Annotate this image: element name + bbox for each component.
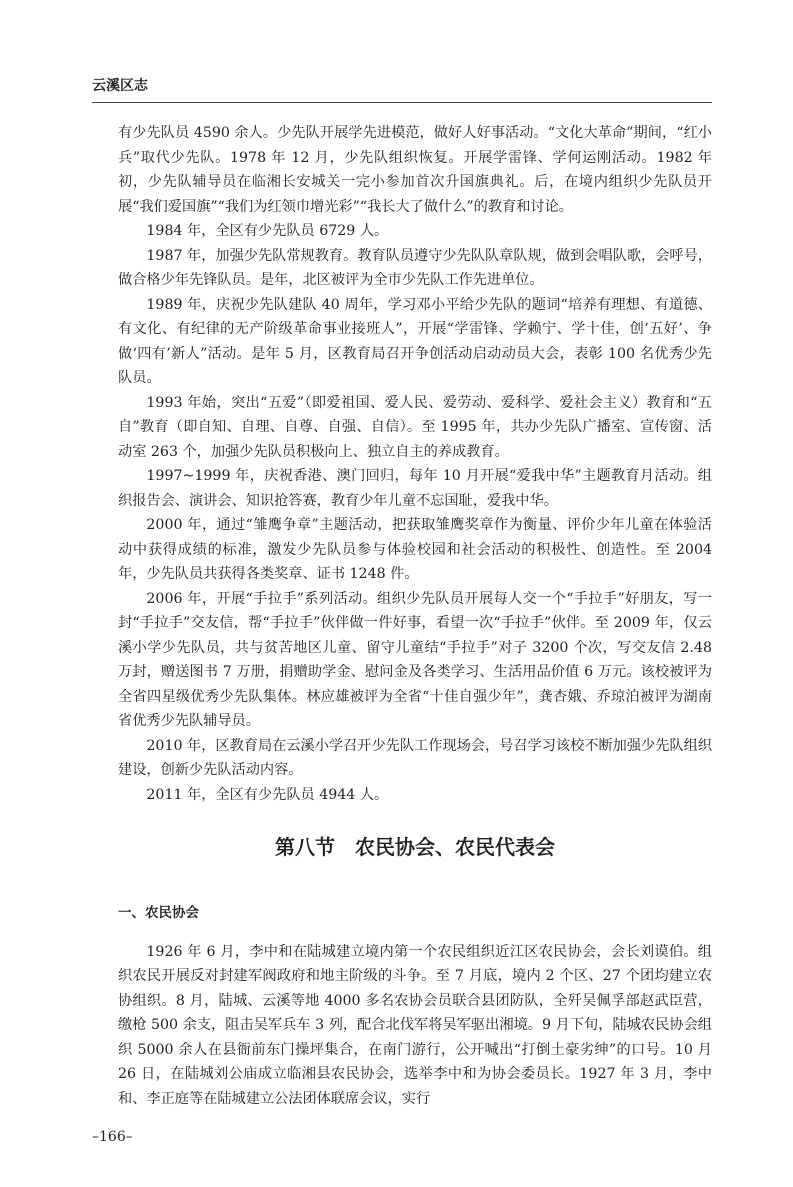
paragraph: 1984 年，全区有少先队员 6729 人。 [146, 223, 389, 239]
header-rule [92, 102, 712, 103]
paragraph: 1997~1999 年，庆祝香港、澳门回归，每年 10 月开展“爱我中华”主题教育月活动。组织报告会、演讲会、知识抢答赛，教育少年儿童不忘国耻，爱我中华。 [118, 468, 712, 509]
page-body [118, 121, 712, 1111]
paragraph: 2011 年，全区有少先队员 4944 人。 [146, 786, 389, 803]
paragraph: 2000 年，通过“雏鹰争章”主题活动，把获取雏鹰奖章作为衡量、评价少年儿童在体验活动中获得成绩的标准，激发少先队员参与体验校园和社会活动的积极性、创造性。至 2004 年，少先队员共获得各类奖章、证书 1248 件。 [118, 517, 712, 582]
paragraph: 1989 年，庆祝少先队建队 40 周年，学习邓小平给少先队的题词“培养有理想、有道德、有文化、有纪律的无产阶级革命事业接班人”，开展“学雷锋、学赖宁、学十佳，创‘五好’、争做‘四有’新人”活动。是年 5 月，区教育局召开争创活动启动动员大会，表彰 100 名优秀少先队员。 [118, 296, 712, 386]
paragraph: 1993 年始，突出“五爱”（即爱祖国、爱人民、爱劳动、爱科学、爱社会主义）教育和“五自”教育（即自知、自理、自尊、自强、自信）。至 1995 年，共办少先队广播室、宣传窗、活动室 263 个，加强少先队员积极向上、独立自主的养成教育。 [118, 394, 712, 460]
paragraph: 1926 年 6 月，李中和在陆城建立境内第一个农民组织近江区农民协会，会长刘谟伯。组织农民开展反对封建军阀政府和地主阶级的斗争。至 7 月底，境内 2 个区、27 个团均建立农协组织。8 月，陆城、云溪等地 4000 多名农协会员联合县团防队，全歼吴佩孚部赵武臣营，缴枪 500 余支，阻击吴军兵车 3 列，配合北伐军将吴军驱出湘境。9 月下旬，陆城农民协会组织 5000 余人在县衙前东门操坪集合，在南门游行，公开喊出“打倒土豪劣绅”的口号。10 月 26 日，在陆城刘公庙成立临湘县农民协会，选举李中和为协会委员长。1927 年 3 月，李中和、李正庭等在陆城建立公法团体联席会议，实行 [118, 943, 712, 1107]
running-title: 云溪区志 [92, 78, 148, 94]
paragraph: 2006 年，开展“手拉手”系列活动。组织少先队员开展每人交一个“手拉手”好朋友，写一封“手拉手”交友信，帮“手拉手”伙伴做一件好事，看望一次“手拉手”伙伴。至 2009 年，仅云溪小学少先队员，共与贫苦地区儿童、留守儿童结“手拉手”对子 3200 个次，写交友信 2.48 万封，赠送图书 7 万册，捐赠助学金、慰问金及各类学习、生活用品价值 6 万元。该校被评为全省四星级优秀少先队集体。林应雄被评为全省“十佳自强少年”，龚杏娥、乔琼泊被评为湖南省优秀少先队辅导员。 [118, 590, 712, 729]
subsection-title: 一、农民协会 [118, 905, 199, 921]
section-title: 第八节 农民协会、农民代表会 [275, 835, 555, 859]
page-number: –166– [92, 1129, 133, 1145]
paragraph: 2010 年，区教育局在云溪小学召开少先队工作现场会，号召学习该校不断加强少先队组织建设，创新少先队活动内容。 [118, 737, 712, 778]
paragraph: 有少先队员 4590 余人。少先队开展学先进模范，做好人好事活动。“文化大革命”期间，“红小兵”取代少先队。1978 年 12 月，少先队组织恢复。开展学雷锋、学何运刚活动。1982 年初，少先队辅导员在临湘长安城关一完小参加首次升国旗典礼。后，在境内组织少先队员开展“我们爱国旗”“我们为红领巾增光彩”“我长大了做什么”的教育和讨论。 [118, 125, 712, 215]
paragraph: 1987 年，加强少先队常规教育。教育队员遵守少先队队章队规，做到会唱队歌，会呼号，做合格少年先锋队员。是年，北区被评为全市少先队工作先进单位。 [118, 247, 712, 288]
